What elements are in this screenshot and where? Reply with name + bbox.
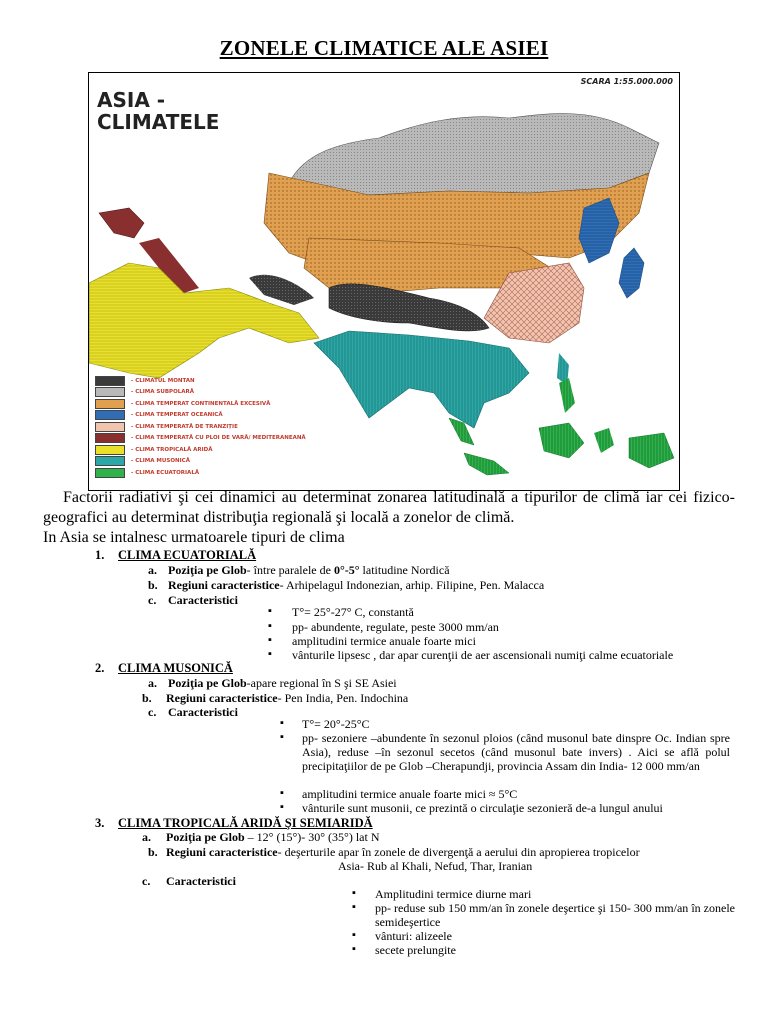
bullet-1-4-marker: ▪ (268, 648, 272, 660)
intro-paragraph: Factorii radiativi şi cei dinamici au determinat zonarea latitudinală a tipurilor de climă iar cei fizico-geografici au determinat distribuţia regională şi locală a zonelor de climă. (43, 489, 735, 526)
legend-label: - CLIMA SUBPOLARĂ (131, 389, 195, 396)
section-2-heading: CLIMA MUSONICĂ (118, 661, 233, 675)
section-3-a-num: a. (142, 830, 151, 844)
section-2-a: Poziţia pe Glob-apare regional în S şi SE Asiei (168, 676, 397, 690)
bullet-2-4-marker: ▪ (280, 801, 284, 813)
bullet-1-3-marker: ▪ (268, 634, 272, 646)
section-3-b-num: b. (148, 845, 158, 859)
legend-swatch (95, 456, 125, 466)
bullet-1-2-marker: ▪ (268, 620, 272, 632)
section-1-a: Poziţia pe Glob- între paralele de 0°-5° latitudine Nordică (168, 563, 450, 577)
bullet-1-1-marker: ▪ (268, 605, 272, 617)
bullet-2-2-marker: ▪ (280, 731, 284, 743)
intro (43, 488, 735, 548)
map-title-line2: CLIMATELE (97, 110, 220, 134)
section-3-a: Poziţia pe Glob – 12° (15°)- 30° (35°) lat N (166, 830, 380, 844)
section-3-b: Regiuni caracteristice- deşerturile apar în zonele de divergenţă a aerului din apropierea tropicelor (166, 845, 640, 859)
section-2-b-num: b. (142, 691, 152, 705)
legend-swatch (95, 410, 125, 420)
bullet-3-1-marker: ▪ (352, 887, 356, 899)
legend-item (95, 444, 306, 456)
section-2-a-num: a. (148, 676, 157, 690)
section-1-c-num: c. (148, 593, 157, 607)
section-1-a-num: a. (148, 563, 157, 577)
section-3-heading: CLIMA TROPICALĂ ARIDĂ ŞI SEMIARIDĂ (118, 816, 373, 830)
legend-swatch (95, 433, 125, 443)
bullet-2-2: pp- sezoniere –abundente în sezonul ploios (când musonul bate dinspre Oc. Indian spre Asia), reduse –în sezonul secetos (când musonul bate invers) . Aici se află polul precipitaţiilor de pe Glob –Cherapundji, provincia Assam din India- 12 000 mm/an (302, 731, 730, 773)
section-3-c-num: c. (142, 874, 151, 888)
bullet-3-1: Amplitudini termice diurne mari (375, 887, 532, 901)
legend-swatch (95, 387, 125, 397)
page-title: ZONELE CLIMATICE ALE ASIEI (219, 36, 549, 60)
legend-item (95, 421, 306, 433)
legend-item (95, 467, 306, 479)
section-3-c: Caracteristici (166, 874, 236, 888)
intro-line: In Asia se intalnesc urmatoarele tipuri de clima (43, 529, 345, 546)
legend-label: - CLIMA TEMPERAT OCEANICĂ (131, 412, 223, 419)
bullet-2-4: vânturile sunt musonii, ce prezintă o circulaţie sezonieră de-a lungul anului (302, 801, 663, 815)
legend-swatch (95, 468, 125, 478)
legend-label: - CLIMA TEMPERATĂ DE TRANZIȚIE (131, 423, 238, 430)
map-title-line1: ASIA - (97, 88, 166, 112)
bullet-2-3-marker: ▪ (280, 787, 284, 799)
legend-item (95, 456, 306, 468)
legend-label: - CLIMA TEMPERAT CONTINENTALĂ EXCESIVĂ (131, 400, 271, 407)
section-3-b-line2: Asia- Rub al Khali, Nefud, Thar, Iranian (338, 859, 533, 873)
bullet-3-2: pp- reduse sub 150 mm/an în zonele deşertice şi 150- 300 mm/an în zonele semideşertice (375, 901, 735, 929)
section-2-c: Caracteristici (168, 705, 238, 719)
legend-label: - CLIMA MUSONICĂ (131, 458, 190, 465)
bullet-1-3: amplitudini termice anuale foarte mici (292, 634, 476, 648)
legend-swatch (95, 376, 125, 386)
bullet-2-1: T°= 20°-25°C (302, 717, 370, 731)
section-1-c: Caracteristici (168, 593, 238, 607)
section-2-number: 2. (95, 661, 105, 675)
legend-item (95, 433, 306, 445)
legend-swatch (95, 399, 125, 409)
bullet-1-1: T°= 25°-27° C, constantă (292, 605, 414, 619)
section-1-heading: CLIMA ECUATORIALĂ (118, 548, 257, 562)
section-1-b: Regiuni caracteristice- Arhipelagul Indonezian, arhip. Filipine, Pen. Malacca (168, 578, 545, 592)
legend-item (95, 410, 306, 422)
bullet-3-3: vânturi: alizeele (375, 929, 452, 943)
legend-label: - CLIMA TEMPERATĂ CU PLOI DE VARĂ/ MEDITERANEANĂ (131, 435, 306, 442)
legend-label: - CLIMA TROPICALĂ ARIDĂ (131, 446, 213, 453)
legend-item (95, 375, 306, 387)
map-scale: SCARA 1:55.000.000 (580, 77, 673, 86)
bullet-1-4: vânturile lipsesc , dar apar curenţii de aer ascensionali numiţi calme ecuatoriale (292, 648, 674, 662)
section-3-number: 3. (95, 816, 105, 830)
bullet-3-2-marker: ▪ (352, 901, 356, 913)
section-2-b: Regiuni caracteristice- Pen India, Pen. Indochina (166, 691, 409, 705)
bullet-1-2: pp- abundente, regulate, peste 3000 mm/an (292, 620, 499, 634)
asia-climate-map (88, 72, 680, 491)
section-1-number: 1. (95, 548, 105, 562)
section-2-c-num: c. (148, 705, 157, 719)
legend-label: - CLIMATUL MONTAN (131, 377, 195, 384)
legend-item (95, 387, 306, 399)
legend-label: - CLIMA ECUATORIALĂ (131, 469, 200, 476)
bullet-3-4: secete prelungite (375, 943, 456, 957)
legend-item (95, 398, 306, 410)
legend-swatch (95, 422, 125, 432)
bullet-3-4-marker: ▪ (352, 943, 356, 955)
section-1-b-num: b. (148, 578, 158, 592)
map-legend (95, 375, 306, 479)
bullet-2-3: amplitudini termice anuale foarte mici ≈ 5°C (302, 787, 518, 801)
bullet-2-1-marker: ▪ (280, 717, 284, 729)
bullet-3-3-marker: ▪ (352, 929, 356, 941)
legend-swatch (95, 445, 125, 455)
